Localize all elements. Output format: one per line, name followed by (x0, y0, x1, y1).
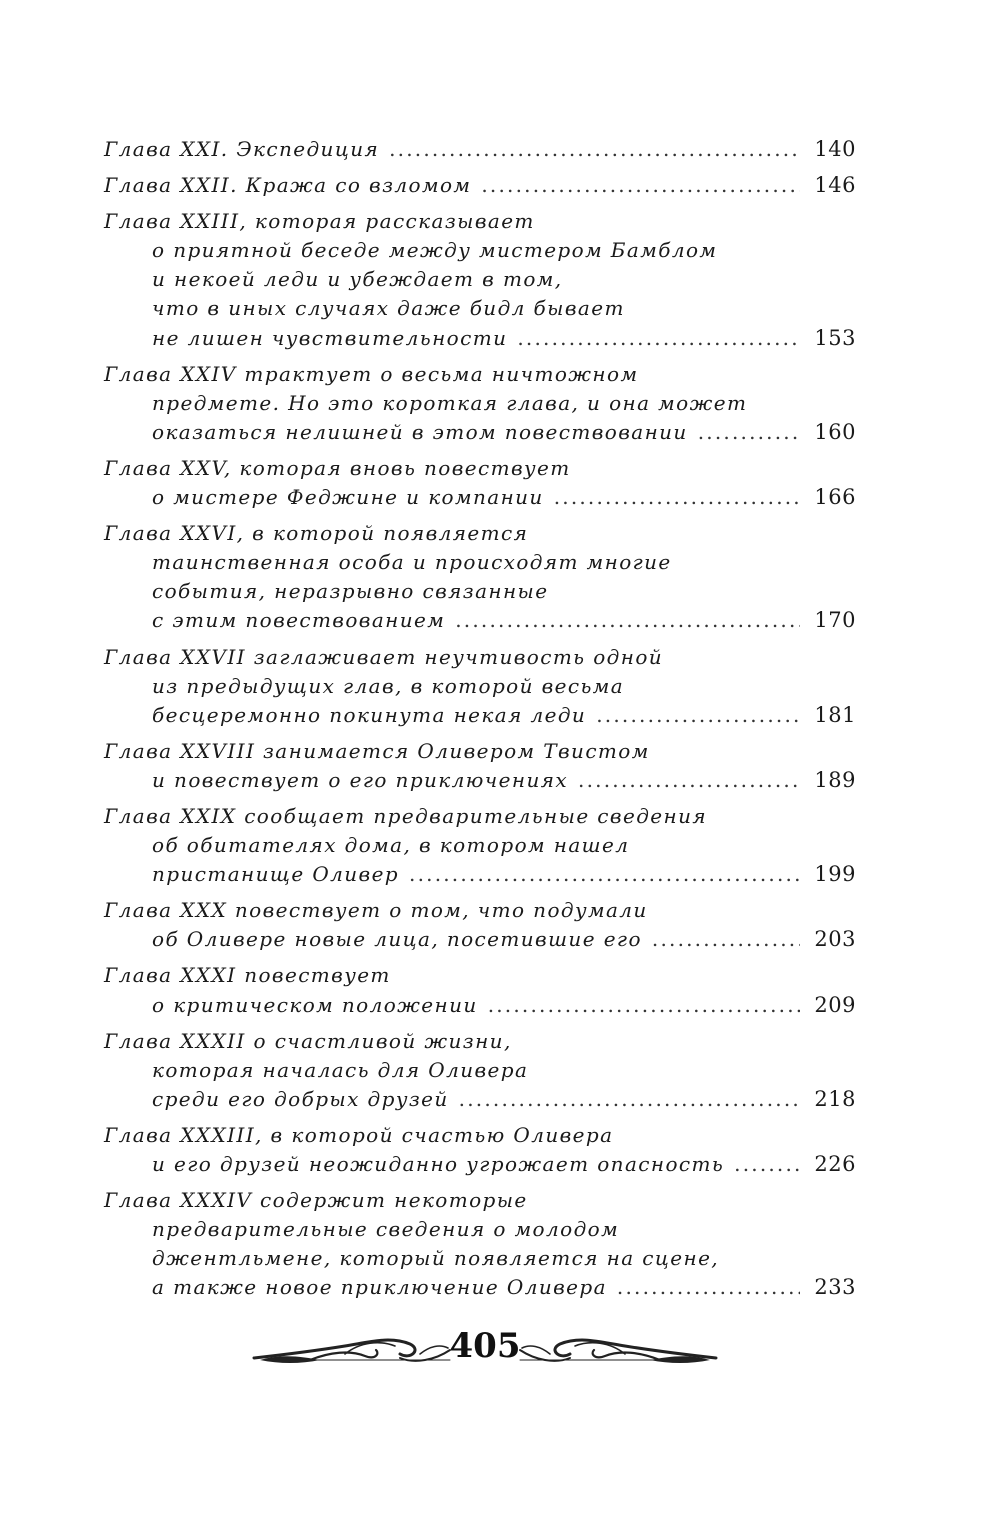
toc-entry (104, 207, 856, 352)
chapter-title-continuation (104, 577, 856, 606)
toc-entry (104, 802, 856, 889)
chapter-title-text: а также новое приключение Оливера (152, 1275, 607, 1300)
table-of-contents (104, 135, 856, 1309)
chapter-title-line (104, 207, 856, 236)
chapter-title-line (104, 802, 856, 831)
toc-entry (104, 519, 856, 635)
toc-entry (104, 360, 856, 447)
toc-entry (104, 135, 856, 164)
chapter-title-continuation (104, 236, 856, 265)
chapter-title-text: Глава XXXIV содержит некоторые (104, 1188, 528, 1213)
dot-leader (596, 701, 800, 730)
chapter-title-text: Глава XXVI, в которой появляется (104, 521, 529, 546)
chapter-page-number: 203 (814, 927, 856, 952)
page-footer (250, 1320, 720, 1380)
chapter-title-text: Глава XXX повествует о том, что подумали (104, 898, 648, 923)
chapter-title-continuation (104, 418, 856, 447)
chapter-title-continuation (104, 831, 856, 860)
dot-leader (517, 324, 800, 353)
chapter-title-text: события, неразрывно связанные (152, 579, 549, 604)
chapter-title-text: Глава XXXII о счастливой жизни, (104, 1028, 512, 1053)
chapter-page-number: 170 (814, 608, 856, 633)
toc-entry (104, 1027, 856, 1114)
chapter-title-continuation (104, 389, 856, 418)
chapter-page-number: 233 (814, 1275, 856, 1300)
chapter-page-number: 166 (814, 485, 856, 510)
chapter-title-text: об Оливере новые лица, посетившие его (152, 927, 642, 952)
chapter-title-text: и повествует о его приключениях (152, 767, 569, 792)
chapter-title-text: таинственная особа и происходят многие (152, 550, 672, 575)
chapter-title-text: о приятной беседе между мистером Бамблом (152, 238, 718, 263)
chapter-title-line (104, 360, 856, 389)
chapter-title-text: пристанище Оливер (152, 862, 400, 887)
chapter-title-text: Глава XXI. Экспедиция (104, 137, 380, 161)
chapter-title-text: предмете. Но это короткая глава, и она может (152, 390, 748, 415)
chapter-title-continuation (104, 1273, 856, 1302)
chapter-title-text: Глава XXII. Кража со взломом (104, 173, 472, 198)
page-number: 405 (449, 1326, 521, 1366)
chapter-title-text: не лишен чувствительности (152, 325, 508, 350)
chapter-title-text: бесцеремонно покинута некая леди (152, 702, 587, 727)
chapter-title-continuation (104, 294, 856, 323)
chapter-title-text: с этим повествованием (152, 608, 446, 633)
chapter-page-number: 146 (814, 173, 856, 198)
dot-leader (554, 483, 801, 512)
toc-entry (104, 454, 856, 512)
chapter-title-text: которая началась для Оливера (152, 1057, 529, 1082)
chapter-title-continuation (104, 1215, 856, 1244)
chapter-title-continuation (104, 324, 856, 353)
chapter-title-continuation (104, 606, 856, 635)
dot-leader (455, 606, 800, 635)
chapter-title-text: и его друзей неожиданно угрожает опасность (152, 1152, 725, 1176)
chapter-title-text: джентльмене, который появляется на сцене, (152, 1246, 720, 1271)
chapter-title-line (104, 519, 856, 548)
chapter-page-number: 181 (814, 702, 856, 727)
dot-leader (617, 1273, 800, 1302)
chapter-title-line (104, 1027, 856, 1056)
chapter-title-text: о мистере Феджине и компании (152, 485, 544, 510)
chapter-title-text: Глава XXIII, которая рассказывает (104, 209, 535, 234)
chapter-page-number: 160 (814, 419, 856, 444)
chapter-title-text: Глава XXV, которая вновь повествует (104, 455, 571, 480)
toc-entry (104, 961, 856, 1019)
chapter-title-line (104, 454, 856, 483)
chapter-title-continuation (104, 548, 856, 577)
chapter-title-text: и некоей леди и убеждает в том, (152, 267, 563, 292)
chapter-title-text: что в иных случаях даже бидл бывает (152, 296, 625, 321)
chapter-title-line (104, 1186, 856, 1215)
chapter-title-continuation (104, 483, 856, 512)
chapter-title-line (104, 737, 856, 766)
chapter-title-text: Глава XXIV трактует о весьма ничтожном (104, 361, 639, 386)
chapter-page-number: 189 (814, 767, 856, 792)
toc-entry (104, 737, 856, 795)
chapter-title-continuation (104, 925, 856, 954)
chapter-title-text: Глава XXVIII занимается Оливером Твистом (104, 738, 650, 763)
chapter-title-line (104, 1121, 856, 1150)
toc-entry (104, 171, 856, 200)
chapter-title-line (104, 961, 856, 990)
dot-leader (389, 135, 800, 164)
chapter-title-line (104, 171, 856, 200)
chapter-title-text: из предыдущих глав, в которой весьма (152, 673, 625, 698)
chapter-page-number: 209 (814, 992, 856, 1017)
chapter-title-continuation (104, 766, 856, 795)
chapter-page-number: 140 (814, 137, 856, 161)
chapter-title-continuation (104, 1150, 856, 1179)
chapter-title-text: среди его добрых друзей (152, 1086, 449, 1111)
chapter-title-continuation (104, 701, 856, 730)
toc-entry (104, 1186, 856, 1302)
chapter-title-text: о критическом положении (152, 992, 478, 1017)
chapter-title-text: предварительные сведения о молодом (152, 1217, 620, 1242)
dot-leader (481, 171, 800, 200)
chapter-title-continuation (104, 1056, 856, 1085)
chapter-page-number: 153 (814, 325, 856, 350)
chapter-title-continuation (104, 265, 856, 294)
chapter-title-text: об обитателях дома, в котором нашел (152, 833, 630, 858)
toc-entry (104, 1121, 856, 1179)
chapter-title-continuation (104, 1085, 856, 1114)
chapter-page-number: 199 (814, 862, 856, 887)
chapter-title-text: Глава XXXIII, в которой счастью Оливера (104, 1122, 614, 1147)
chapter-title-line (104, 896, 856, 925)
chapter-page-number: 218 (814, 1086, 856, 1111)
dot-leader (488, 991, 801, 1020)
chapter-title-line (104, 643, 856, 672)
chapter-title-continuation (104, 1244, 856, 1273)
chapter-title-continuation (104, 991, 856, 1020)
chapter-title-line (104, 135, 856, 164)
chapter-title-text: оказаться нелишней в этом повествовании (152, 419, 688, 444)
dot-leader (459, 1085, 801, 1114)
chapter-title-text: Глава XXVII заглаживает неучтивость одной (104, 644, 664, 669)
dot-leader (652, 925, 801, 954)
dot-leader (734, 1150, 800, 1179)
dot-leader (409, 860, 800, 889)
chapter-title-continuation (104, 860, 856, 889)
chapter-page-number: 226 (814, 1152, 856, 1176)
dot-leader (698, 418, 801, 447)
dot-leader (578, 766, 800, 795)
chapter-title-text: Глава XXIX сообщает предварительные сведения (104, 803, 707, 828)
chapter-title-text: Глава XXXI повествует (104, 963, 391, 988)
toc-entry (104, 643, 856, 730)
chapter-title-continuation (104, 672, 856, 701)
toc-entry (104, 896, 856, 954)
